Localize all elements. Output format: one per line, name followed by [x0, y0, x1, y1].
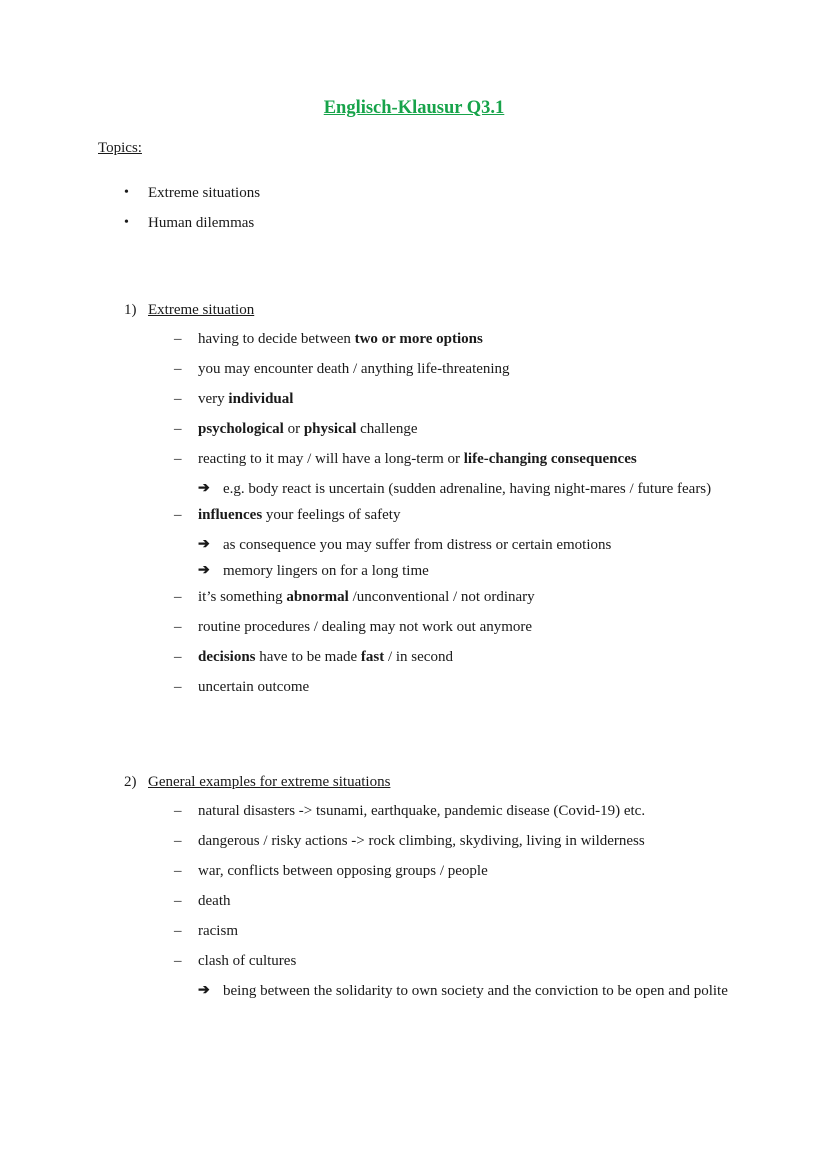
list-item: – having to decide between two or more options — [174, 331, 483, 347]
list-item: – it’s something abnormal /unconventional / not ordinary — [174, 589, 535, 605]
dash-icon: – — [174, 391, 182, 407]
bullet-icon: • — [124, 215, 129, 230]
dash-icon: – — [174, 507, 182, 523]
dash-icon: – — [174, 361, 182, 377]
list-item: – routine procedures / dealing may not work out anymore — [174, 619, 533, 635]
dash-icon: – — [174, 421, 182, 437]
dash-icon: – — [174, 589, 182, 605]
dash-icon: – — [174, 451, 182, 467]
dash-icon: – — [174, 619, 182, 635]
dash-icon: – — [174, 331, 182, 347]
dash-icon: – — [174, 923, 182, 939]
sub-item: ➔ being between the solidarity to own society and the conviction to be open and polite — [124, 977, 744, 1005]
page-title: Englisch-Klausur Q3.1 — [323, 98, 505, 118]
arrow-right-icon: ➔ — [198, 983, 210, 998]
list-item: – war, conflicts between opposing groups / people — [174, 863, 488, 879]
topics-list — [124, 183, 260, 243]
list-item: – death — [174, 893, 231, 909]
list-item: • Extreme situations — [124, 185, 261, 201]
section-extreme-situation — [124, 300, 744, 707]
dash-icon: – — [174, 679, 182, 695]
arrow-right-icon: ➔ — [198, 563, 210, 578]
list-item: – racism — [174, 923, 238, 939]
arrow-right-icon: ➔ — [198, 537, 210, 552]
dash-icon: – — [174, 953, 182, 969]
dash-icon: – — [174, 863, 182, 879]
section-heading: 2) General examples for extreme situations — [124, 774, 391, 790]
bullet-icon: • — [124, 185, 129, 200]
list-item: – reacting to it may / will have a long-term or life-changing consequences — [174, 451, 637, 467]
section-general-examples — [124, 772, 744, 1007]
list-item: – natural disasters -> tsunami, earthquake, pandemic disease (Covid-19) etc. — [174, 803, 646, 819]
list-item: – you may encounter death / anything life-threatening — [174, 361, 510, 377]
sub-item: ➔ e.g. body react is uncertain (sudden adrenaline, having night-mares / future fears) — [124, 475, 744, 503]
topics-label: Topics: — [98, 140, 142, 156]
list-item: – psychological or physical challenge — [174, 421, 418, 437]
dash-icon: – — [174, 833, 182, 849]
list-item: – uncertain outcome — [174, 679, 310, 695]
sub-item: ➔ memory lingers on for a long time — [124, 557, 744, 585]
arrow-right-icon: ➔ — [198, 481, 210, 496]
dash-icon: – — [174, 649, 182, 665]
list-item: – decisions have to be made fast / in second — [174, 649, 453, 665]
list-item: – very individual — [174, 391, 294, 407]
section-heading: 1) Extreme situation — [124, 302, 255, 318]
list-item: • Human dilemmas — [124, 215, 255, 231]
dash-icon: – — [174, 893, 182, 909]
list-item: – clash of cultures — [174, 953, 297, 969]
dash-icon: – — [174, 803, 182, 819]
sub-item: ➔ as consequence you may suffer from distress or certain emotions — [124, 531, 744, 559]
list-item: – dangerous / risky actions -> rock climbing, skydiving, living in wilderness — [174, 833, 645, 849]
list-item: – influences your feelings of safety — [174, 507, 401, 523]
